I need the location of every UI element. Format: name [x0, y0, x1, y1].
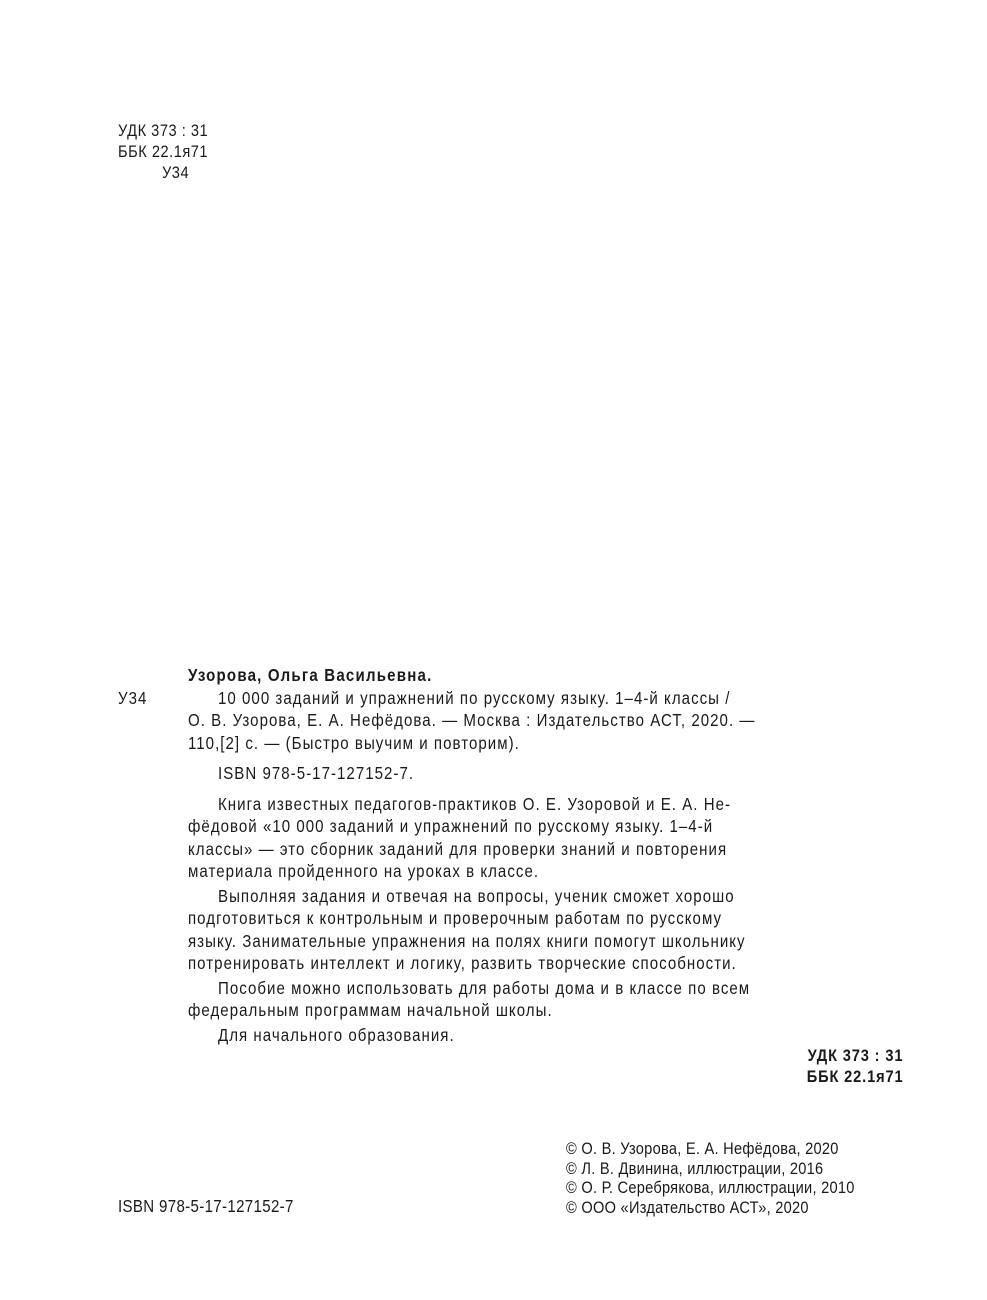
paragraph-line: федеральным программам начальной школы. — [188, 1000, 553, 1020]
bbk-code-bold: ББК 22.1я71 — [806, 1067, 903, 1086]
paragraph-line: фёдовой «10 000 заданий и упражнений по русскому языку. 1–4-й — [188, 816, 714, 836]
side-author-mark: У34 — [118, 687, 148, 708]
paragraph-line: Для начального образования. — [218, 1024, 455, 1045]
udk-code-bold: УДК 373 : 31 — [807, 1046, 903, 1065]
author-heading: Узорова, Ольга Васильевна. — [188, 665, 433, 685]
paragraph-line: классы» — это сборник заданий для проверки знаний и повторения — [188, 838, 728, 859]
copyright-line: © О. В. Узорова, Е. А. Нефёдова, 2020 — [566, 1139, 839, 1158]
paragraph-line: подготовиться к контрольным и проверочным работам по русскому — [188, 908, 723, 928]
udk-code: УДК 373 : 31 — [118, 121, 209, 140]
paragraph-line: Пособие можно использовать для работы дома и в классе по всем — [218, 977, 751, 998]
paragraph-line: языку. Занимательные упражнения на полях книги помогут школьнику — [188, 930, 746, 951]
copyright-block — [566, 1139, 902, 1217]
footer-isbn — [118, 1196, 322, 1216]
paragraph-line: Книга известных педагогов-практиков О. Е. Узоровой и Е. А. Не- — [218, 793, 732, 814]
annotation-paragraph-2 — [118, 885, 906, 908]
isbn-text: ISBN 978-5-17-127152-7 — [118, 1196, 294, 1216]
paragraph-line: материала пройденного на уроках в классе. — [188, 861, 540, 881]
author-mark: У34 — [162, 163, 190, 182]
copyright-line: © ООО «Издательство АСТ», 2020 — [566, 1197, 809, 1217]
paragraph-line: Выполняя задания и отвечая на вопросы, ученик сможет хорошо — [218, 885, 735, 906]
bbk-code: ББК 22.1я71 — [118, 142, 209, 161]
title-line-3: 110,[2] с. — (Быстро выучим и повторим). — [188, 732, 520, 753]
copyright-line: © О. Р. Серебрякова, иллюстрации, 2010 — [566, 1178, 855, 1197]
bibliographic-record — [118, 664, 906, 1046]
classification-codes-top — [118, 120, 223, 183]
title-line-1: 10 000 заданий и упражнений по русскому языку. 1–4-й классы / — [218, 687, 731, 708]
paragraph-line: потренировать интеллект и логику, развить творческие способности. — [188, 953, 737, 973]
copyright-line: © Л. В. Двинина, иллюстрации, 2016 — [566, 1158, 824, 1178]
isbn-record: ISBN 978-5-17-127152-7. — [218, 763, 415, 783]
classification-codes-bottom — [791, 1045, 903, 1087]
annotation-paragraph-4 — [118, 1024, 906, 1047]
annotation-paragraph-1 — [118, 793, 906, 816]
title-line-2: О. В. Узорова, Е. А. Нефёдова. — Москва : Издательство АСТ, 2020. — — [188, 710, 756, 730]
annotation-paragraph-3 — [118, 977, 906, 1000]
